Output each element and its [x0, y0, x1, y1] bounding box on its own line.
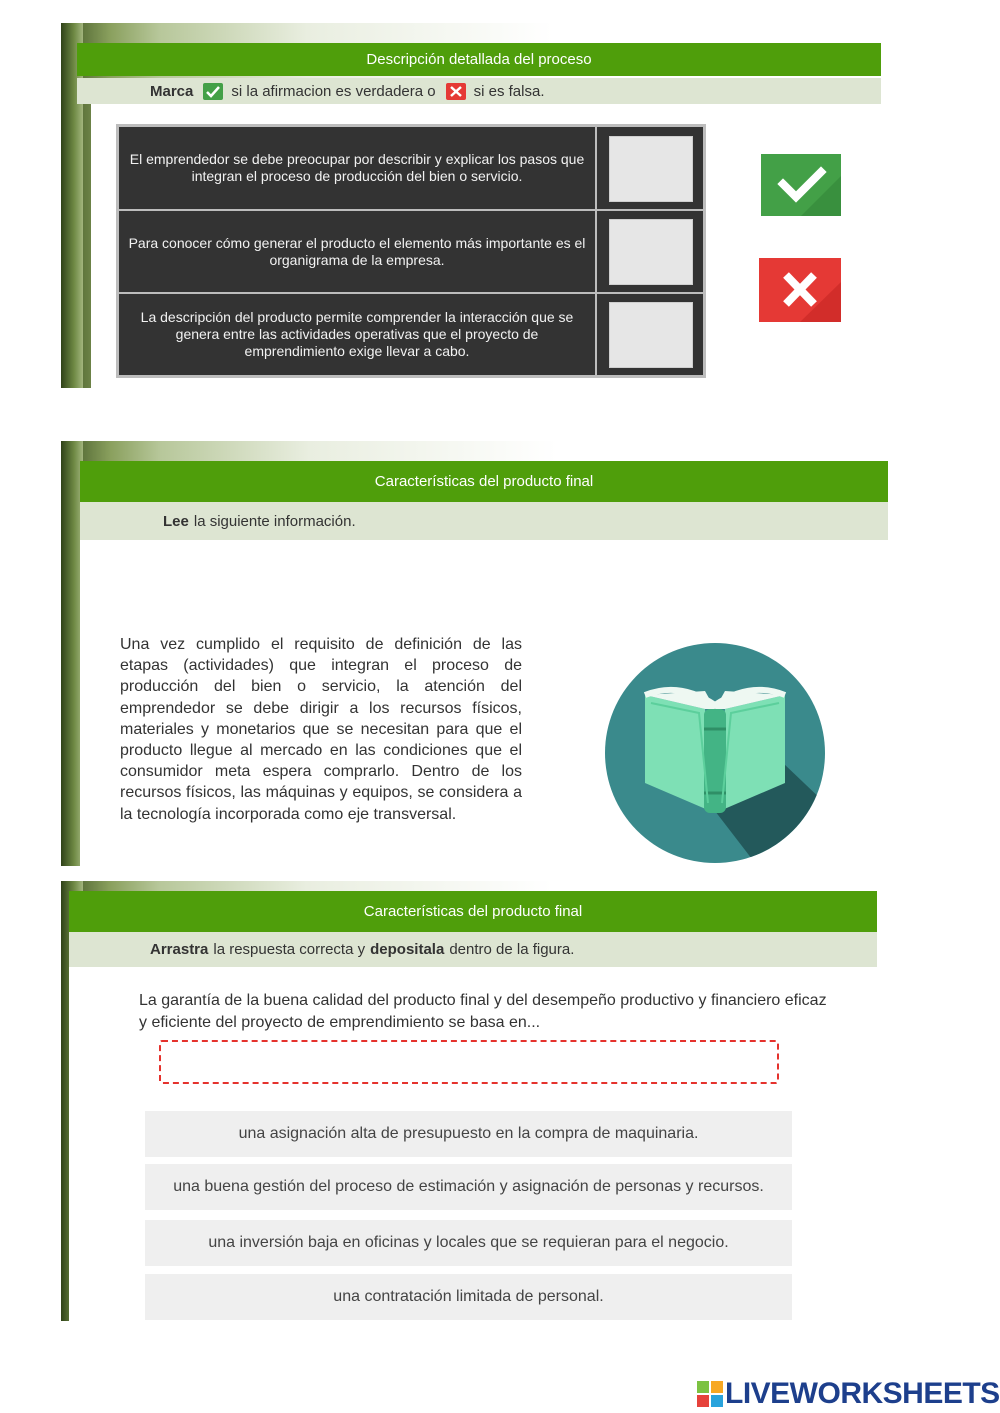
liveworksheets-logo: [697, 1376, 1000, 1412]
statement-2: Para conocer cómo generar el producto el elemento más importante es el organigrama de la empresa.: [119, 211, 595, 292]
answer-cell-3: [597, 294, 703, 375]
logo-mark-icon: [697, 1381, 723, 1407]
answer-cell-2: [597, 211, 703, 292]
instruction-bold: Marca: [150, 82, 194, 100]
cross-drag-icon[interactable]: [759, 258, 841, 322]
cross-small-icon: [446, 83, 466, 100]
answer-box-3[interactable]: [609, 302, 693, 368]
reading-paragraph: Una vez cumplido el requisito de definición de las etapas (actividades) que integran el proceso de producción del bien o servicio, la atención del emprendedor se debe dirigir a los recursos físicos, materiales y monetarios que se necesitan para que el producto llegue al mercado en las condiciones que el consumidor meta espera comprarlo. Dentro de los recursos físicos, las máquinas y equipos, se considera a la tecnología incorporada como eje transversal.: [120, 636, 522, 823]
instruction-rest: dentro de la figura.: [449, 941, 575, 958]
check-small-icon: [203, 83, 223, 100]
statement-1: El emprendedor se debe preocupar por describir y explicar los pasos que integran el proceso de producción del bien o servicio.: [119, 127, 595, 209]
statement-3: La descripción del producto permite comprender la interacción que se genera entre las actividades operativas que el proyecto de emprendimiento exige llevar a cabo.: [119, 294, 595, 375]
instruction-text: la siguiente información.: [193, 512, 356, 530]
instruction-mid: si la afirmacion es verdadera o: [231, 82, 436, 100]
instruction-end: si es falsa.: [473, 82, 545, 100]
instruction-bold-2: depositala: [370, 941, 445, 958]
section-title-text: Descripción detallada del proceso: [366, 51, 592, 68]
answer-option-4[interactable]: una contratación limitada de personal.: [145, 1274, 792, 1320]
book-icon: [605, 643, 825, 863]
true-false-table: [116, 124, 706, 378]
answer-option-1[interactable]: una asignación alta de presupuesto en la compra de maquinaria.: [145, 1111, 792, 1157]
instruction-mid: la respuesta correcta y: [213, 941, 366, 958]
drop-zone[interactable]: [159, 1040, 779, 1084]
question-text: La garantía de la buena calidad del producto final y del desempeño productivo y financiero eficaz y eficiente del proyecto de emprendimiento se basa en...: [139, 992, 827, 1031]
answer-box-1[interactable]: [609, 136, 693, 202]
logo-text: LIVEWORKSHEETS: [725, 1377, 1000, 1410]
answer-option-3[interactable]: una inversión baja en oficinas y locales que se requieran para el negocio.: [145, 1220, 792, 1266]
instruction-bar: [77, 78, 881, 104]
section-title: [80, 461, 888, 502]
check-drag-icon[interactable]: [761, 154, 841, 216]
instruction-bar: [69, 932, 877, 967]
section-title-text: Características del producto final: [363, 903, 583, 920]
section-title-text: Características del producto final: [374, 473, 594, 490]
instruction-bar: [80, 502, 888, 540]
instruction-bold-1: Arrastra: [150, 941, 209, 958]
answer-cell-1: [597, 127, 703, 209]
section-title: [69, 891, 877, 932]
section-title: [77, 43, 881, 76]
instruction-bold: Lee: [163, 512, 189, 530]
answer-box-2[interactable]: [609, 219, 693, 285]
answer-option-2[interactable]: una buena gestión del proceso de estimación y asignación de personas y recursos.: [145, 1164, 792, 1210]
